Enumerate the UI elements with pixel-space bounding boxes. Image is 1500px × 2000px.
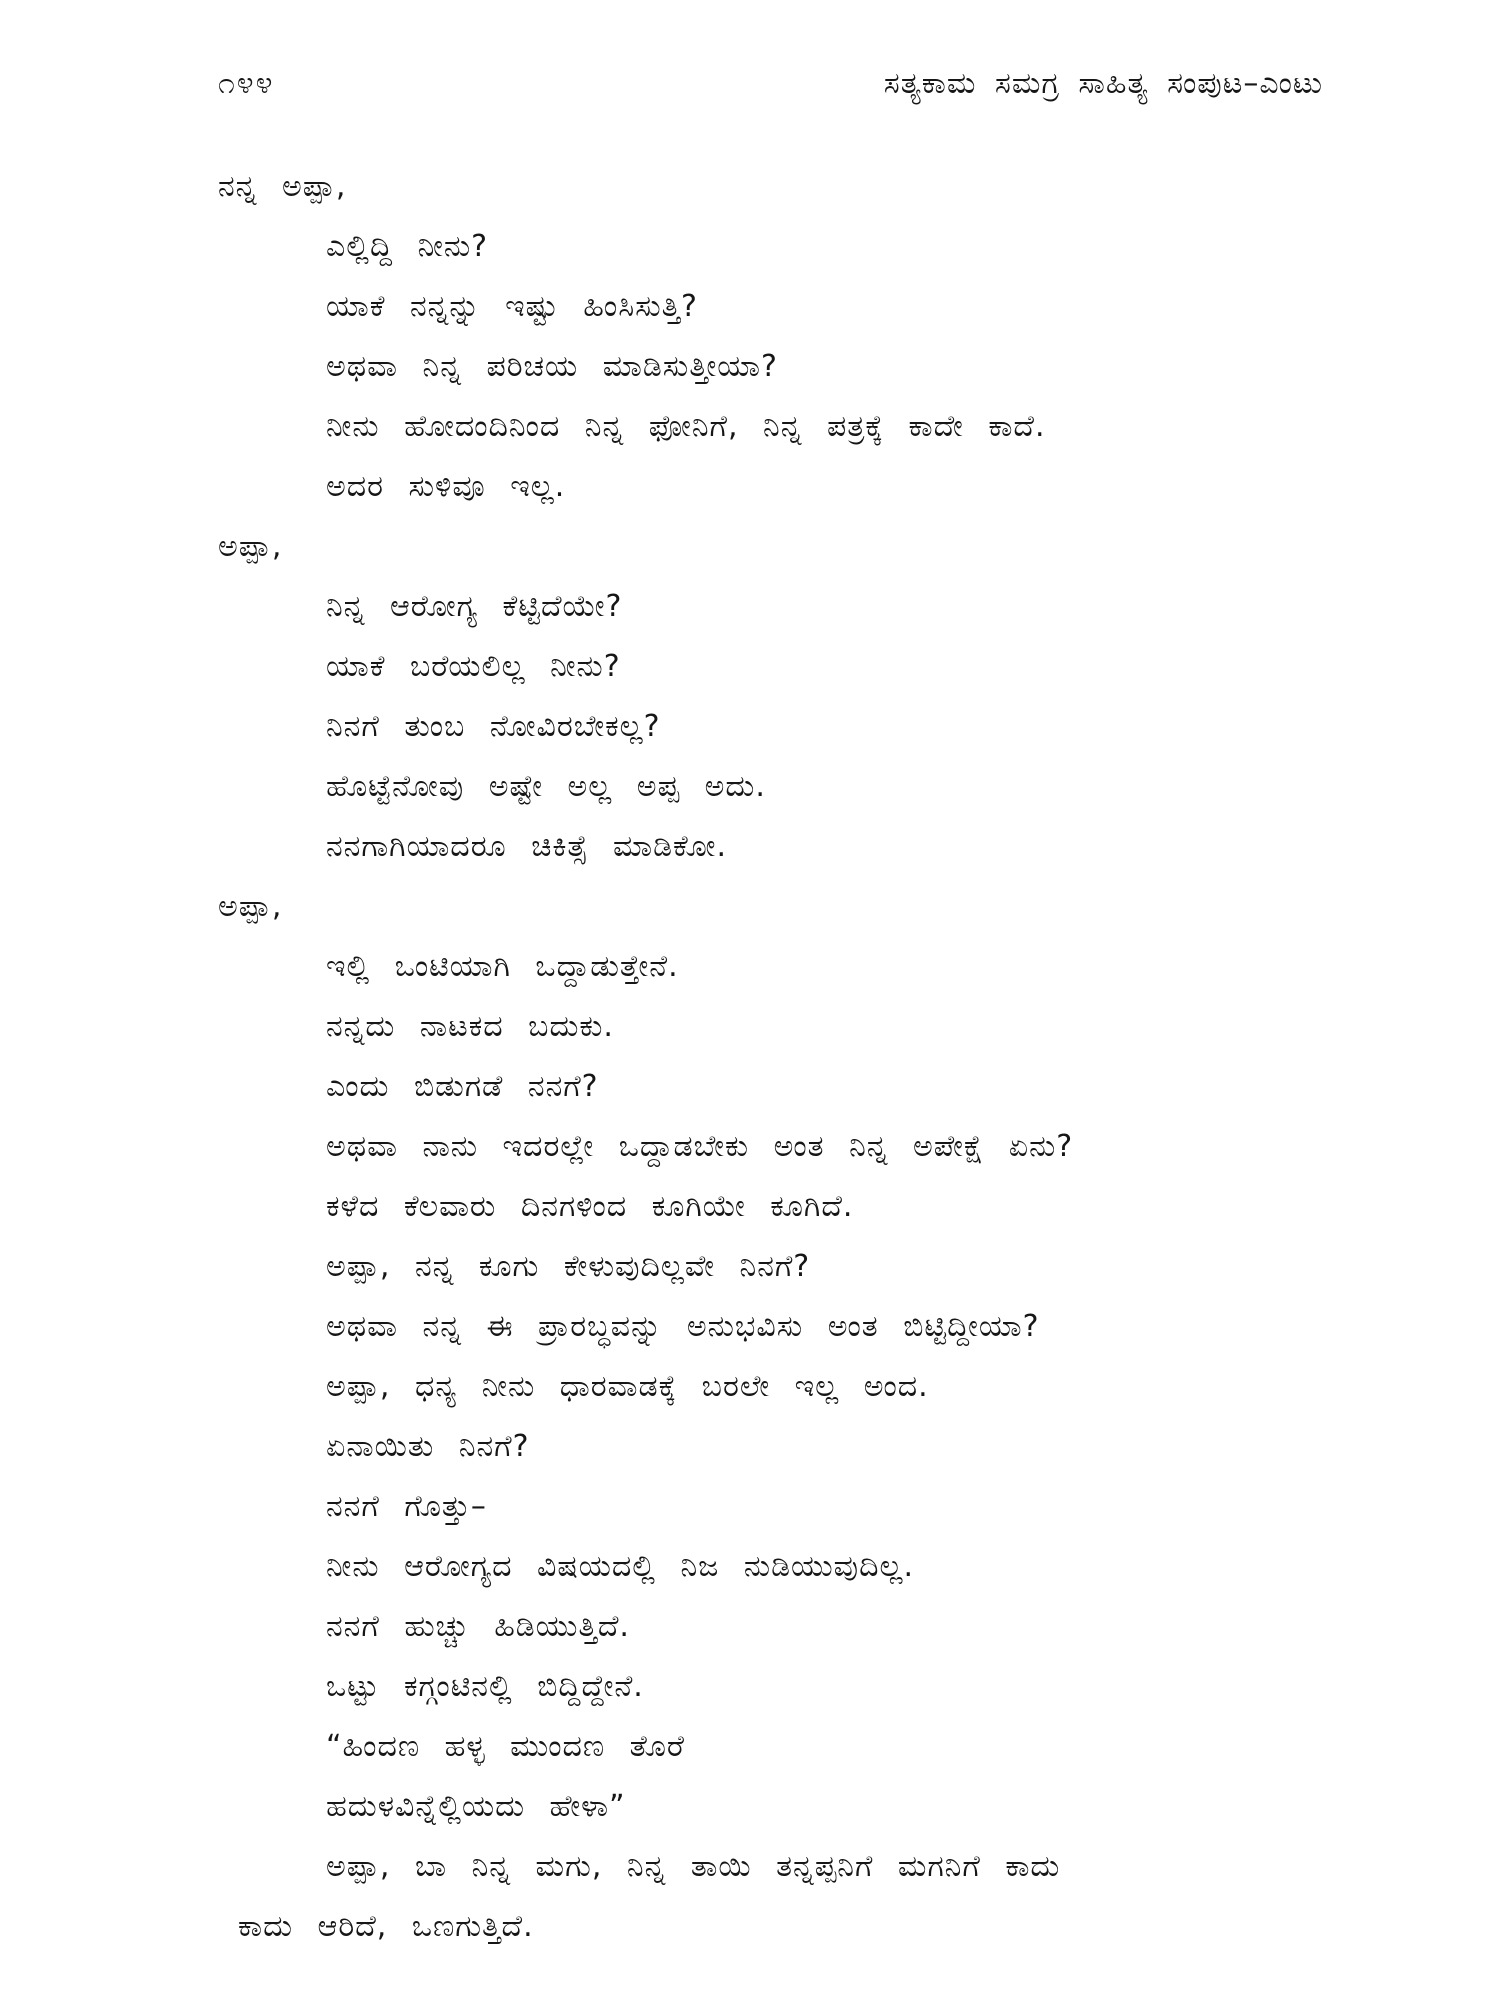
text-line: ಹದುಳವಿನ್ನೆಲ್ಲಿಯದು ಹೇಳಾ” <box>326 1789 626 1824</box>
page-number: ೧೪೪ <box>218 66 275 101</box>
text-line: ಅಪ್ಪಾ, ಧನ್ಯ ನೀನು ಧಾರವಾಡಕ್ಕೆ ಬರಲೇ ಇಲ್ಲ ಅಂದ. <box>326 1369 929 1404</box>
text-line: ಇಲ್ಲಿ ಒಂಟಿಯಾಗಿ ಒದ್ದಾಡುತ್ತೇನೆ. <box>326 949 679 984</box>
text-line: ಹೊಟ್ಟೆನೋವು ಅಷ್ಟೇ ಅಲ್ಲ ಅಪ್ಪ ಅದು. <box>326 769 766 804</box>
text-line: ಎಲ್ಲಿದ್ದಿ ನೀನು? <box>326 229 489 264</box>
text-line: ಕಾದು ಆರಿದೆ, ಒಣಗುತ್ತಿದೆ. <box>238 1909 534 1944</box>
text-line: ನಿನಗೆ ತುಂಬ ನೋವಿರಬೇಕಲ್ಲ? <box>326 709 661 744</box>
text-line: ಅಪ್ಪಾ, <box>218 889 283 924</box>
text-line: ಕಳೆದ ಕೆಲವಾರು ದಿನಗಳಿಂದ ಕೂಗಿಯೇ ಕೂಗಿದೆ. <box>326 1189 854 1224</box>
text-line: ನನ್ನ ಅಪ್ಪಾ, <box>218 169 347 204</box>
text-line: ನನಗೆ ಗೊತ್ತು– <box>326 1489 487 1524</box>
text-line: “ಹಿಂದಣ ಹಳ್ಳ ಮುಂದಣ ತೊರೆ <box>326 1729 685 1764</box>
running-title: ಸತ್ಯಕಾಮ ಸಮಗ್ರ ಸಾಹಿತ್ಯ ಸಂಪುಟ–ಎಂಟು <box>883 66 1323 101</box>
text-line: ನನಗಾಗಿಯಾದರೂ ಚಿಕಿತ್ಸೆ ಮಾಡಿಕೋ. <box>326 829 727 864</box>
text-line: ಅಪ್ಪಾ, <box>218 529 283 564</box>
text-line: ಯಾಕೆ ನನ್ನನ್ನು ಇಷ್ಟು ಹಿಂಸಿಸುತ್ತಿ? <box>326 289 698 324</box>
text-line: ಅಥವಾ ನನ್ನ ಈ ಪ್ರಾರಬ್ಧವನ್ನು ಅನುಭವಿಸು ಅಂತ ಬಿಟ್ಟಿದ್ದೀಯಾ? <box>326 1309 1040 1344</box>
letter-body <box>218 157 1323 1957</box>
text-line: ಎಂದು ಬಿಡುಗಡೆ ನನಗೆ? <box>326 1069 599 1104</box>
text-line: ಏನಾಯಿತು ನಿನಗೆ? <box>326 1429 530 1464</box>
text-line: ನನಗೆ ಹುಚ್ಚು ಹಿಡಿಯುತ್ತಿದೆ. <box>326 1609 630 1644</box>
text-line: ಅಪ್ಪಾ, ನನ್ನ ಕೂಗು ಕೇಳುವುದಿಲ್ಲವೇ ನಿನಗೆ? <box>326 1249 811 1284</box>
text-line: ಒಟ್ಟು ಕಗ್ಗಂಟಿನಲ್ಲಿ ಬಿದ್ದಿದ್ದೇನೆ. <box>326 1669 644 1704</box>
text-line: ನೀನು ಹೋದಂದಿನಿಂದ ನಿನ್ನ ಫೋನಿಗೆ, ನಿನ್ನ ಪತ್ರಕ್ಕೆ ಕಾದೇ ಕಾದೆ. <box>326 409 1046 444</box>
text-line: ನನ್ನದು ನಾಟಕದ ಬದುಕು. <box>326 1009 614 1044</box>
text-line: ಅಥವಾ ನಿನ್ನ ಪರಿಚಯ ಮಾಡಿಸುತ್ತೀಯಾ? <box>326 349 778 384</box>
text-line: ಯಾಕೆ ಬರೆಯಲಿಲ್ಲ ನೀನು? <box>326 649 621 684</box>
text-line: ಅಥವಾ ನಾನು ಇದರಲ್ಲೇ ಒದ್ದಾಡಬೇಕು ಅಂತ ನಿನ್ನ ಅಪೇಕ್ಷೆ ಏನು? <box>326 1129 1074 1164</box>
page-header <box>218 54 1323 114</box>
text-line: ನೀನು ಆರೋಗ್ಯದ ವಿಷಯದಲ್ಲಿ ನಿಜ ನುಡಿಯುವುದಿಲ್ಲ. <box>326 1549 915 1584</box>
text-line: ಅಪ್ಪಾ, ಬಾ ನಿನ್ನ ಮಗು, ನಿನ್ನ ತಾಯಿ ತನ್ನಪ್ಪನಿಗೆ ಮಗನಿಗೆ ಕಾದು <box>326 1849 1061 1884</box>
text-line: ನಿನ್ನ ಆರೋಗ್ಯ ಕೆಟ್ಟಿದೆಯೇ? <box>326 589 623 624</box>
text-line: ಅದರ ಸುಳಿವೂ ಇಲ್ಲ. <box>326 469 566 504</box>
